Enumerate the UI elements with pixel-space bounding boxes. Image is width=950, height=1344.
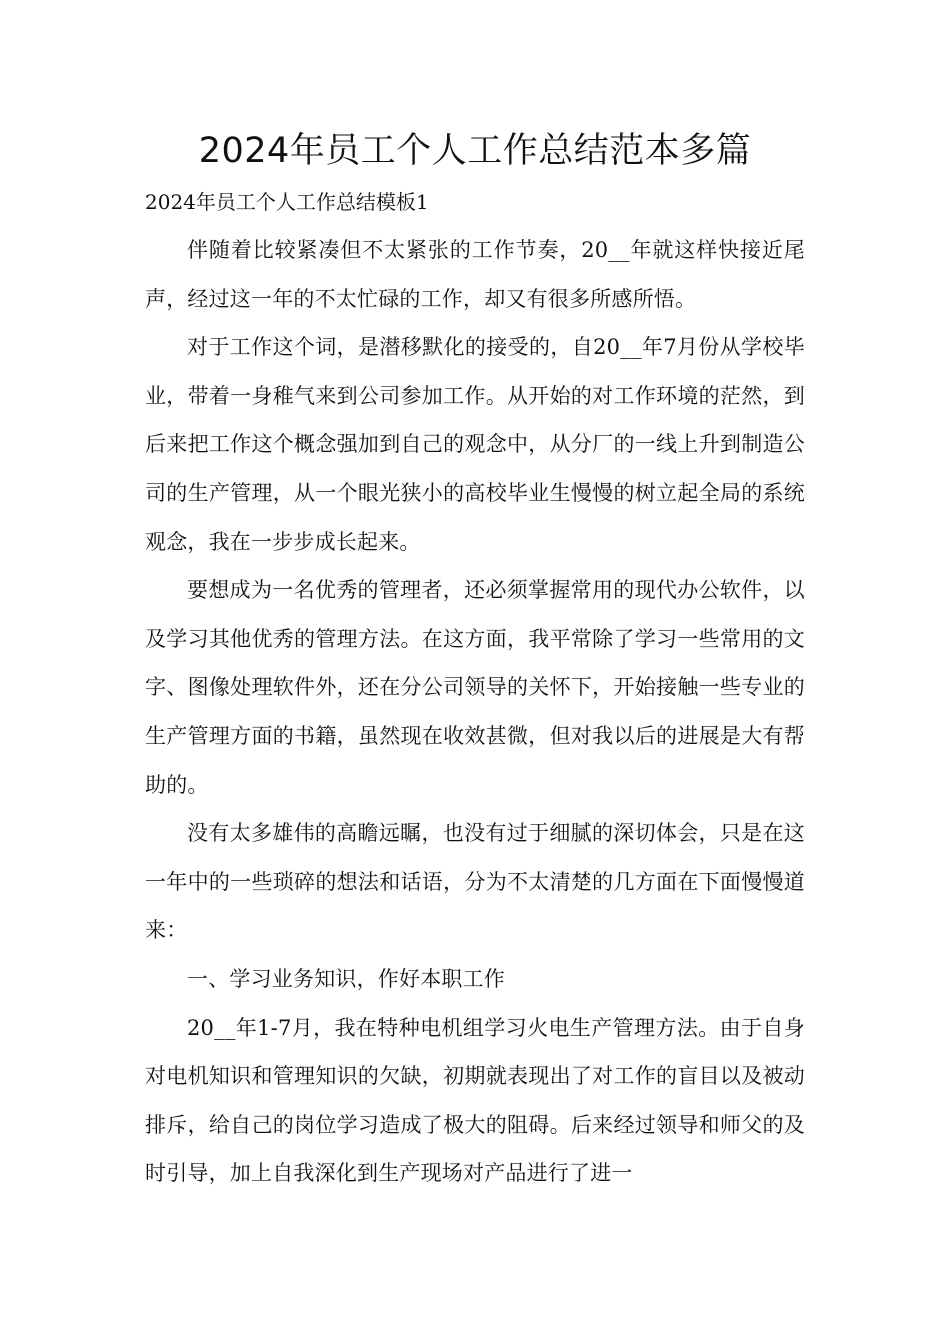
section-heading: 2024年员工个人工作总结模板1 xyxy=(145,190,429,214)
document-title: 2024年员工个人工作总结范本多篇 xyxy=(198,131,752,171)
paragraph: 对于工作这个词，是潜移默化的接受的，自20__年7月份从学校毕业，带着一身稚气来到公司参加工作。从开始的对工作环境的茫然，到后来把工作这个概念强加到自己的观念中，从分厂的一线上升到制造公司的生产管理，从一个眼光狭小的高校毕业生慢慢的树立起全局的系统观念，我在一步步成长起来。 xyxy=(145,335,805,554)
paragraph: 要想成为一名优秀的管理者，还必须掌握常用的现代办公软件，以及学习其他优秀的管理方法。在这方面，我平常除了学习一些常用的文字、图像处理软件外，还在分公司领导的关怀下，开始接触一些专业的生产管理方面的书籍，虽然现在收效甚微，但对我以后的进展是大有帮助的。 xyxy=(145,578,805,797)
paragraph: 没有太多雄伟的高瞻远瞩，也没有过于细腻的深切体会，只是在这一年中的一些琐碎的想法和话语，分为不太清楚的几方面在下面慢慢道来： xyxy=(145,821,805,943)
paragraph: 伴随着比较紧凑但不太紧张的工作节奏，20__年就这样快接近尾声，经过这一年的不太忙碌的工作，却又有很多所感所悟。 xyxy=(145,238,805,311)
document-body xyxy=(145,226,805,1198)
paragraph: 20__年1-7月，我在特种电机组学习火电生产管理方法。由于自身对电机知识和管理知识的欠缺，初期就表现出了对工作的盲目以及被动排斥，给自己的岗位学习造成了极大的阻碍。后来经过领导和师父的及时引导，加上自我深化到生产现场对产品进行了进一 xyxy=(145,1015,805,1186)
section-subheading: 一、学习业务知识，作好本职工作 xyxy=(187,966,505,991)
